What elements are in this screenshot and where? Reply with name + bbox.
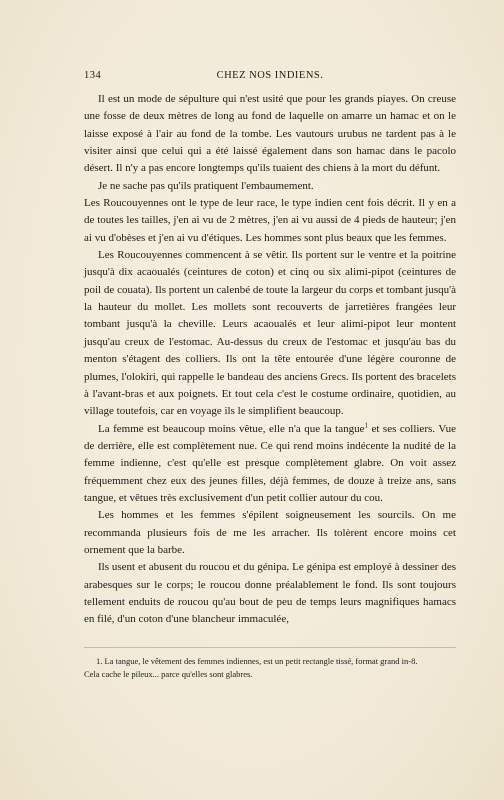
paragraph-sourcils: Les hommes et les femmes s'épilent soigneusement les sourcils. On me recommanda plusieurs fois de me les arracher. Ils tolèrent encore moins cet ornement que la barbe. xyxy=(84,509,456,556)
paragraph-sepulture: Il est un mode de sépulture qui n'est usité que pour les grands piayes. On creuse une fosse de deux mètres de long au fond de laquelle on amarre un hamac et on le laisse exposé à l'air au fond de la tombe. Les vautours urubus ne tardent pas à le visiter ainsi que celui qui a été laissé également dans son hamac dans le pacolo désert. Il n'y a pas encore longtemps qu'ils tuaient des chiens à la mort du défunt. xyxy=(84,93,456,175)
page-number: 134 xyxy=(84,70,102,81)
paragraph-femme-start: La femme est beaucoup moins vêtue, elle n'a que la tangue xyxy=(98,422,365,435)
footnote-text-1: La tangue, le vêtement des femmes indiennes, est un petit rectangle tissé, format grand in-8. xyxy=(102,656,418,666)
footnote-line-1 xyxy=(84,655,456,668)
paragraph-femme-rest: et ses colliers. Vue de derrière, elle est complètement nue. Ce qui rend moins indécente la nudité de la femme indienne, c'est qu'elle est presque complètement glabre. On voit assez fréquemment chez eux des jeunes filles, déjà femmes, de douze à treize ans, sans tangue, et vêtues très exclusivement d'un petit collier autour du cou. xyxy=(84,422,456,504)
page-header xyxy=(84,70,456,84)
paragraph-embaumement: Je ne sache pas qu'ils pratiquent l'embaumement. xyxy=(98,179,314,192)
running-title: CHEZ NOS INDIENS. xyxy=(216,70,324,81)
footnote-line-2: Cela cache le pileux... parce qu'elles sont glabres. xyxy=(84,668,253,679)
footnote-divider xyxy=(84,647,456,648)
paragraph-vetement-femmes xyxy=(84,421,456,508)
footnote-marker: 1. xyxy=(96,656,103,666)
paragraph-vetement-hommes: Les Roucouyennes commencent à se vêtir. Ils portent sur le ventre et la poitrine jusqu'à dix acaoualés (ceintures de coton) et cinq ou six alimi-pipot (ceintures de poil de couata). Ils portent un calenbé de toute la largeur du corps et tombant jusqu'à la hauteur du mollet. Les mollets sont recouverts de jarretières frangées leur tombant jusqu'à la cheville. Leurs acaoualés et leur alimi-pipot leur montent jusqu'au creux de l'estomac. Au-dessus du creux de l'estomac et jusqu'au bas du menton s'étagent des colliers. Ils ont la tête entourée d'une légère couronne de plumes, l'olokiri, qui rappelle le bandeau des anciens Grecs. Ils portent des bracelets à l'avant-bras et aux poignets. Et tout cela c'est le costume ordinaire, quotidien, au village toutefois, car en voyage ils le simplifient beaucoup. xyxy=(84,249,456,418)
footnote xyxy=(84,655,456,680)
paragraph-type-indien: Les Roucouyennes ont le type de leur race, le type indien cent fois décrit. Il y en a de toutes les tailles, j'en ai vu de 2 mètres, j'en ai vu aussi de 4 pieds de hauteur; j'en ai vu d'obèses et j'en ai vu d'étiques. Les hommes sont plus beaux que les femmes. xyxy=(84,197,456,244)
footnote-reference: 1 xyxy=(364,420,368,429)
paragraph-roucou: Ils usent et abusent du roucou et du génipa. Le génipa est employé à dessiner des arabesques sur le corps; le roucou donne préalablement le fond. Ils sont toujours tellement enduits de roucou qu'au bout de peu de temps leurs magnifiques hamacs en filé, d'un coton d'une blancheur immaculée, xyxy=(84,561,456,626)
body-text xyxy=(84,91,456,629)
